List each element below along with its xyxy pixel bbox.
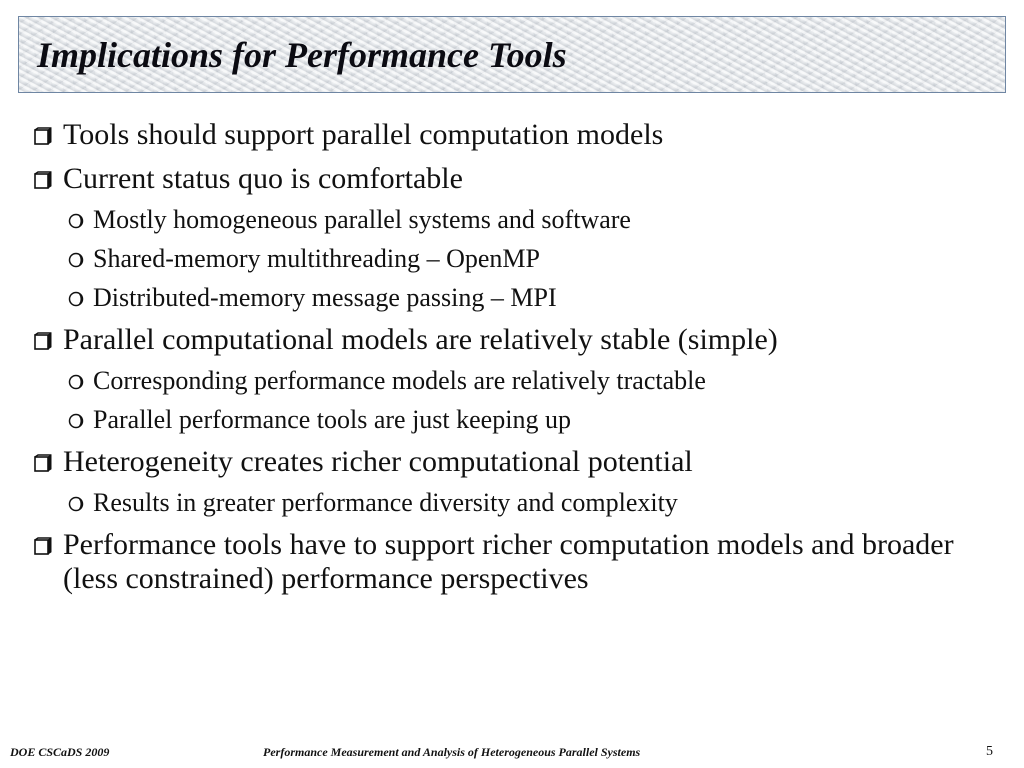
bullet-item xyxy=(0,162,1024,196)
footer-conference: DOE CSCaDS 2009 xyxy=(10,745,110,759)
square-bullet-icon xyxy=(34,170,52,191)
sub-bullet-item xyxy=(0,244,1024,274)
sub-bullet-text: Parallel performance tools are just keeping up xyxy=(93,405,571,434)
sub-bullet-item xyxy=(0,366,1024,396)
footer-talk-title: Performance Measurement and Analysis of Heterogeneous Parallel Systems xyxy=(263,745,641,759)
circle-bullet-icon xyxy=(68,212,85,229)
sub-bullet-item xyxy=(0,283,1024,313)
slide-title: Implications for Performance Tools xyxy=(37,35,567,75)
bullet-text: Parallel computational models are relatively stable (simple) xyxy=(63,323,778,356)
bullet-item xyxy=(0,528,1008,596)
square-bullet-icon xyxy=(34,453,52,474)
square-bullet-icon xyxy=(34,331,52,352)
bullet-text: Heterogeneity creates richer computational potential xyxy=(63,445,693,478)
sub-bullet-item xyxy=(0,405,1024,435)
sub-bullet-text: Mostly homogeneous parallel systems and software xyxy=(93,205,631,234)
circle-bullet-icon xyxy=(68,251,85,268)
sub-bullet-item xyxy=(0,488,1024,518)
circle-bullet-icon xyxy=(68,495,85,512)
bullet-text: Performance tools have to support richer computation models and broader (less constrained) performance perspectives xyxy=(63,528,954,595)
circle-bullet-icon xyxy=(68,290,85,307)
sub-bullet-text: Corresponding performance models are relatively tractable xyxy=(93,366,706,395)
bullet-item xyxy=(0,118,1024,152)
bullet-item xyxy=(0,445,1024,479)
sub-bullet-item xyxy=(0,205,1024,235)
bullet-list xyxy=(0,108,1024,605)
page-number: 5 xyxy=(986,744,993,759)
square-bullet-icon xyxy=(34,126,52,147)
bullet-text: Tools should support parallel computation models xyxy=(63,118,664,151)
sub-bullet-text: Distributed-memory message passing – MPI xyxy=(93,283,557,312)
square-bullet-icon xyxy=(34,536,52,557)
bullet-item xyxy=(0,323,1024,357)
circle-bullet-icon xyxy=(68,412,85,429)
circle-bullet-icon xyxy=(68,373,85,390)
sub-bullet-text: Shared-memory multithreading – OpenMP xyxy=(93,244,540,273)
bullet-text: Current status quo is comfortable xyxy=(63,162,463,195)
sub-bullet-text: Results in greater performance diversity and complexity xyxy=(93,488,678,517)
title-bar xyxy=(18,16,1006,93)
